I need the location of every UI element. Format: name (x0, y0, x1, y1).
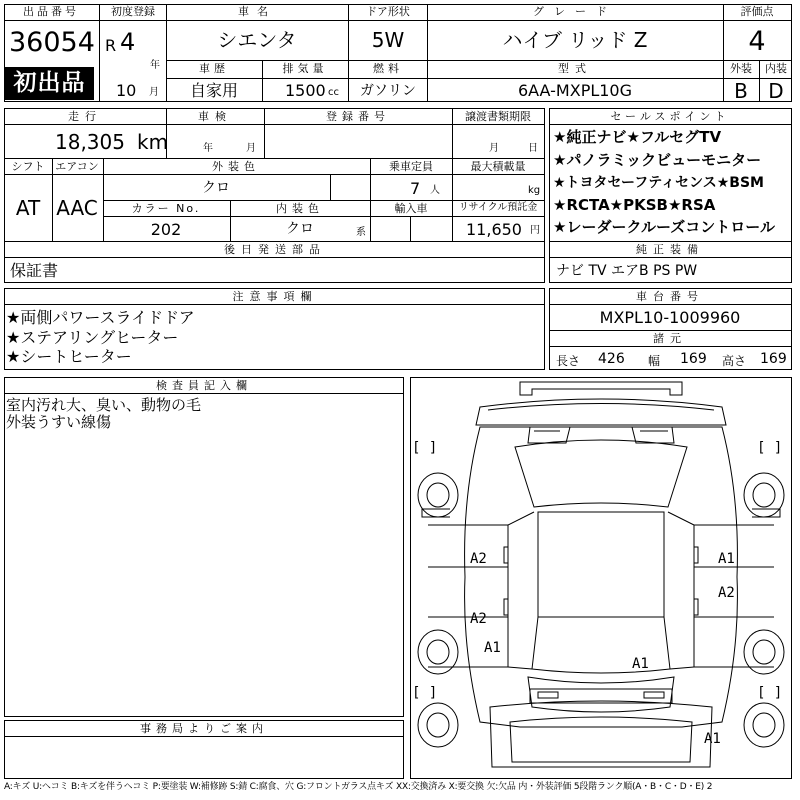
registration-month: 10 (116, 81, 137, 100)
color-number: 202 (150, 220, 182, 239)
interior-grade: D (768, 79, 784, 103)
door-type-label: ドア形状 (366, 5, 410, 18)
ac-label: エアコン (55, 160, 99, 173)
history: 自家用 (189, 81, 239, 100)
chassis-number: MXPL10-1009960 (599, 308, 741, 327)
later-parts-label: 後日発送部品 (224, 243, 326, 256)
displacement: 1500 (285, 81, 326, 100)
exterior-grade-label: 外装 (730, 62, 752, 75)
exterior-color: クロ (202, 180, 230, 196)
registration-era: R (105, 36, 117, 55)
bracket-rear-left: [ ] (412, 685, 438, 701)
interior-grade-label: 内装 (765, 62, 787, 75)
transfer-month-unit: 月 (489, 143, 499, 154)
exterior-color-label: 外装色 (212, 160, 260, 173)
inspection-year-unit: 年 (203, 143, 213, 154)
car-name: シエンタ (217, 28, 297, 52)
lot-number-label: 出品番号 (23, 5, 79, 18)
equipment-label: 純正装備 (636, 243, 704, 256)
import-label: 輸入車 (394, 202, 428, 215)
office-label: 事務局よりご案内 (140, 722, 268, 735)
transfer-docs-label: 譲渡書類期限 (465, 110, 531, 123)
damage-mark: A1 (704, 731, 721, 747)
mileage-label: 走行 (68, 110, 102, 123)
capacity: 7 (410, 179, 421, 198)
note-item: ★両側パワースライドドア (6, 308, 195, 327)
first-listing-badge: 初出品 (5, 67, 94, 100)
mileage-unit: km (137, 130, 169, 154)
length-label: 長さ (556, 354, 581, 368)
sales-point-item: ★パノラミックビューモニター (553, 151, 762, 169)
capacity-unit: 人 (430, 185, 440, 196)
model-code: 6AA-MXPL10G (517, 81, 633, 100)
color-number-label: カラー No. (131, 202, 201, 215)
damage-mark: A2 (470, 611, 487, 627)
car-body-diagram (410, 377, 792, 779)
inspector-line: 外装うすい線傷 (6, 413, 112, 431)
lot-number: 36054 (9, 27, 95, 58)
interior-color-unit: 系 (356, 227, 366, 238)
shift: AT (15, 196, 41, 220)
inspector-line: 室内汚れ大、臭い、動物の毛 (6, 396, 202, 414)
sales-points-label: セールスポイント (610, 110, 730, 123)
fuel: ガソリン (360, 83, 416, 99)
recycle-label: リサイクル預託金 (458, 202, 538, 213)
displacement-unit: cc (328, 87, 339, 98)
car-name-label: 車名 (238, 5, 276, 18)
inspector-label: 検査員記入欄 (156, 379, 252, 392)
plate-label: 登録番号 (326, 110, 390, 123)
interior-color: クロ (286, 221, 314, 237)
bracket-front-right: [ ] (757, 440, 783, 456)
height-label: 高さ (722, 354, 747, 368)
sales-point-item: ★RCTA★PKSB★RSA (553, 196, 716, 214)
width: 169 (680, 351, 707, 367)
damage-mark: A2 (470, 551, 487, 567)
equipment: ナビ TV エアB PS PW (556, 263, 698, 279)
notes-label: 注意事項欄 (232, 290, 318, 303)
damage-mark: A2 (718, 585, 735, 601)
damage-mark: A1 (632, 656, 649, 672)
model-label: 型式 (558, 62, 592, 75)
capacity-label: 乗車定員 (389, 160, 433, 173)
sales-point-item: ★純正ナビ★フルセグTV (553, 128, 722, 146)
score-label: 評価点 (740, 5, 774, 18)
length: 426 (598, 351, 625, 367)
mileage: 18,305 (55, 130, 125, 154)
max-load-label: 最大積載量 (470, 160, 526, 173)
damage-mark: A1 (484, 640, 501, 656)
spec-label: 諸元 (653, 332, 687, 345)
ac: AAC (56, 196, 98, 220)
grade-label: グレード (533, 5, 617, 18)
max-load-unit: kg (528, 185, 541, 196)
legend: A:キズ U:ヘコミ B:キズを伴うヘコミ P:要塗装 W:補修跡 S:錆 C:腐食、穴 G:フロントガラス点キズ XX:交換済み X:要交換 欠:欠品 内・外装評価 5段階ランク順(A・B・C・D・E) 2 (4, 782, 713, 792)
width-label: 幅 (648, 354, 661, 368)
grade: ハイブ リッド Z (502, 28, 648, 52)
inspection-label: 車検 (198, 110, 232, 123)
transfer-day-unit: 日 (528, 143, 538, 154)
shift-label: シフト (11, 160, 45, 173)
door-type: 5W (371, 28, 405, 52)
sales-point-item: ★トヨタセーフティセンス★BSM (553, 175, 764, 191)
height: 169 (760, 351, 787, 367)
note-item: ★シートヒーター (6, 347, 132, 366)
damage-mark: A1 (718, 551, 735, 567)
registration-year-unit: 年 (150, 60, 160, 71)
later-parts: 保証書 (10, 261, 59, 280)
recycle-fee: 11,650 (466, 220, 522, 239)
inspection-month-unit: 月 (246, 143, 256, 154)
history-label: 車歴 (199, 62, 229, 75)
exterior-grade: B (734, 79, 748, 103)
registration-year: 4 (120, 28, 136, 56)
interior-color-label: 内装色 (276, 202, 324, 215)
bracket-front-left: [ ] (412, 440, 438, 456)
score: 4 (748, 26, 766, 57)
first-registration-label: 初度登録 (111, 5, 155, 18)
note-item: ★ステアリングヒーター (6, 328, 179, 347)
sales-point-item: ★レーダークルーズコントロール (553, 218, 775, 236)
fuel-label: 燃料 (373, 62, 403, 75)
displacement-label: 排気量 (282, 62, 328, 75)
registration-month-unit: 月 (149, 87, 159, 98)
chassis-label: 車台番号 (636, 290, 704, 303)
bracket-rear-right: [ ] (757, 685, 783, 701)
recycle-fee-unit: 円 (530, 225, 540, 236)
